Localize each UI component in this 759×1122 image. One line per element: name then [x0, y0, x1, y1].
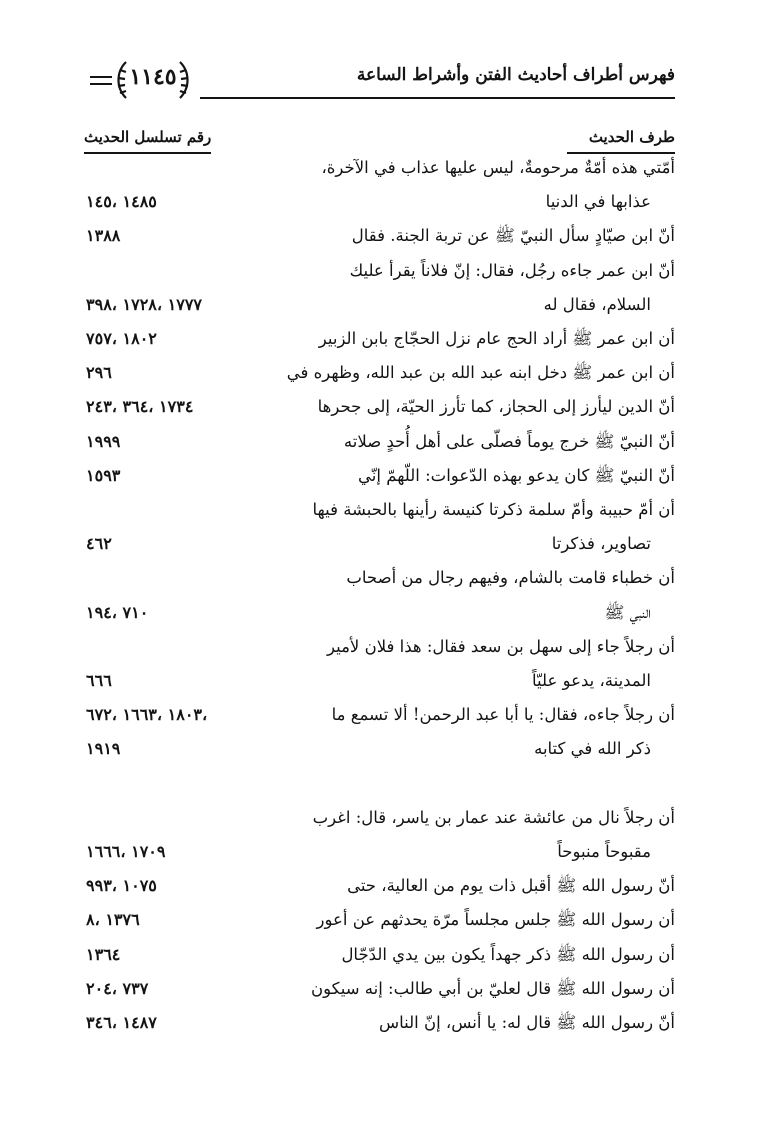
entry-text-line: أن رجلاً جاء إلى سهل بن سعد فقال: هذا فلان لأمير: [327, 636, 675, 656]
page-number: ١١٤٥: [129, 64, 177, 90]
entry-text-line: مقبوحاً منبوحاً: [557, 842, 651, 861]
entry-text-line: أنّ ابن عمر جاءه رجُل، فقال: إنّ فلاناً يقرأ عليك: [349, 260, 675, 280]
entry-text-line: أنّ رسول الله ﷺ أقبل ذات يوم من العالية، حتى: [347, 876, 675, 896]
entry-text-line: أمّتي هذه أمّةٌ مرحومةٌ، ليس عليها عذاب في الآخرة،: [321, 158, 675, 177]
entry-hadith-numbers: ١٣٧٦ ،٨: [86, 910, 140, 930]
entry-text-line: عذابها في الدنيا: [545, 192, 651, 212]
page-number-badge: [112, 58, 194, 102]
entry-hadith-numbers: ٧١٠ ،١٩٤: [86, 602, 149, 622]
entry-hadith-numbers: ٤٦٢: [86, 534, 112, 554]
entry-text-line: أنّ النبيّ ﷺ خرج يوماً فصلّى على أهل أُحدٍ صلاته: [343, 431, 675, 451]
entry-hadith-numbers: ١٤٨٥ ،١٤٥: [86, 192, 157, 212]
entry-hadith-numbers: ٦٦٦: [86, 671, 112, 690]
entry-hadith-numbers: ،١٨٠٣ ،١٦٦٣ ،٦٧٢: [86, 705, 208, 725]
entry-text-line: أن ابن عمر ﷺ أراد الحج عام نزل الحجّاج بابن الزبير: [318, 329, 675, 348]
entry-text-line: السلام، فقال له: [543, 294, 651, 314]
entry-text-line: تصاوير، فذكرتا: [551, 534, 651, 554]
header-rule: [200, 97, 675, 99]
entry-text-line: أن أمّ حبيبة وأمّ سلمة ذكرتا كنيسة رأينها بالحبشة فيها: [312, 500, 675, 519]
hadith-column-heading: طرف الحديث: [567, 128, 675, 154]
entry-hadith-numbers: ١٤٨٧ ،٣٤٦: [86, 1013, 157, 1032]
entry-text-line: أنّ النبيّ ﷺ كان يدعو بهذه الدّعوات: اللّهمّ إنّي: [358, 465, 675, 485]
entry-hadith-numbers: ٢٩٦: [86, 363, 112, 383]
entry-hadith-numbers: ٧٣٧ ،٢٠٤: [86, 978, 149, 998]
entry-hadith-numbers: ١٩١٩: [86, 739, 121, 759]
entry-text-line: ذكر الله في كتابه: [534, 739, 651, 759]
header-double-rule: [90, 76, 112, 85]
entry-hadith-numbers: ١٩٩٩: [86, 431, 121, 451]
entry-text-line: المدينة، يدعو عليّاً: [532, 671, 651, 690]
entry-text-line: أنّ الدين ليأرز إلى الحجاز، كما تأرز الحيّة، إلى جحرها: [317, 397, 675, 417]
entry-text-line: أن رجلاً نال من عائشة عند عمار بن ياسر، قال: اغرب: [312, 807, 675, 827]
entry-hadith-numbers: ١٣٨٨: [86, 226, 121, 246]
entry-text-line: أن رسول الله ﷺ ذكر جهداً يكون بين يدي الدّجّال: [341, 944, 675, 964]
entry-hadith-numbers: ١٥٩٣: [86, 465, 121, 485]
entry-text-line: أن رسول الله ﷺ قال لعليّ بن أبي طالب: إنه سيكون: [310, 978, 675, 998]
running-title: فهرس أطراف أحاديث الفتن وأشراط الساعة: [356, 65, 675, 85]
number-column-heading: رقم تسلسل الحديث: [84, 128, 211, 154]
entry-hadith-numbers: ١٧٧٧ ،١٧٢٨ ،٣٩٨: [86, 294, 202, 314]
entry-text-line: أن خطباء قامت بالشام، وفيهم رجال من أصحاب: [346, 568, 675, 588]
entry-text-line: أنّ ابن صيّادٍ سأل النبيّ ﷺ عن تربة الجنة. فقال: [351, 226, 675, 246]
entry-text-line: أنّ رسول الله ﷺ قال له: يا أنس، إنّ الناس: [378, 1013, 675, 1032]
entry-hadith-numbers: ١٣٦٤: [86, 944, 121, 964]
entry-text-line: النبي ﷺ: [604, 602, 651, 622]
entry-hadith-numbers: ١٠٧٥ ،٩٩٣: [86, 876, 157, 896]
entry-hadith-numbers: ١٧٣٤ ،٣٦٤ ،٢٤٣: [86, 397, 194, 417]
entry-hadith-numbers: ١٧٠٩ ،١٦٦٦: [86, 842, 166, 861]
entry-text-line: أن ابن عمر ﷺ دخل ابنه عبد الله بن عبد الله، وظهره في: [286, 363, 675, 383]
entry-text-line: أن رسول الله ﷺ جلس مجلساً مرّة يحدثهم عن أعور: [316, 910, 675, 930]
page-header: [0, 0, 759, 110]
entry-hadith-numbers: ١٨٠٢ ،٧٥٧: [86, 329, 157, 348]
entry-text-line: أن رجلاً جاءه، فقال: يا أبا عبد الرحمن! ألا تسمع ما: [331, 705, 675, 725]
